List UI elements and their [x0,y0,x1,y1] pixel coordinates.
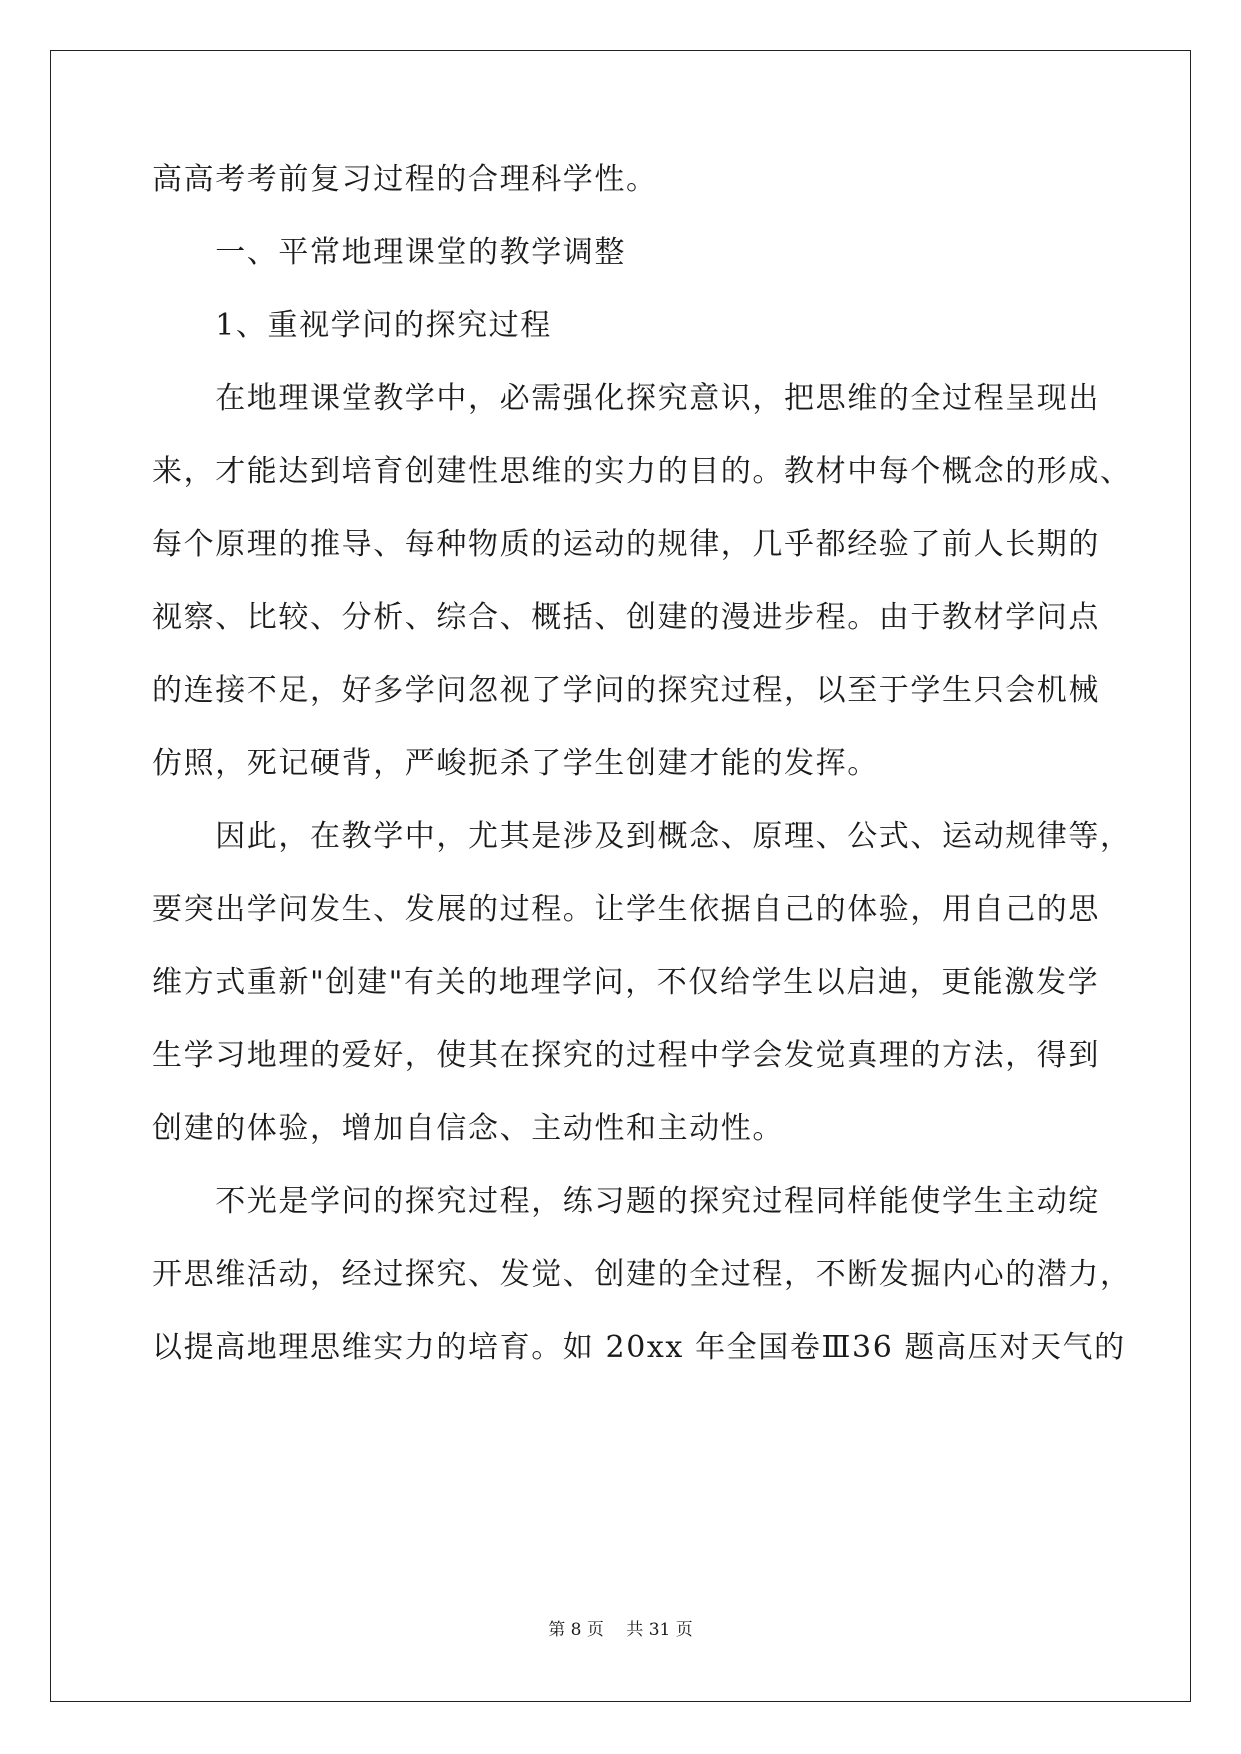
text-line: 维方式重新"创建"有关的地理学问，不仅给学生以启迪，更能激发学 [152,965,1100,1000]
text-line: 要突出学问发生、发展的过程。让学生依据自己的体验，用自己的思 [152,892,1100,927]
text-line: 不光是学问的探究过程，练习题的探究过程同样能使学生主动绽 [152,1184,1100,1219]
text-line: 来，才能达到培育创建性思维的实力的目的。教材中每个概念的形成、 [152,454,1132,489]
text-line: 的连接不足，好多学问忽视了学问的探究过程，以至于学生只会机械 [152,673,1100,708]
text-line: 一、平常地理课堂的教学调整 [152,235,626,270]
text-line: 1、重视学问的探究过程 [152,308,552,343]
text-line: 生学习地理的爱好，使其在探究的过程中学会发觉真理的方法，得到 [152,1038,1100,1073]
text-line: 在地理课堂教学中，必需强化探究意识，把思维的全过程呈现出 [152,381,1100,416]
page-number-footer: 第 8 页 共 31 页 [548,1620,693,1640]
text-line: 以提高地理思维实力的培育。如 20xx 年全国卷Ⅲ36 题高压对天气的 [152,1330,1126,1365]
text-line: 创建的体验，增加自信念、主动性和主动性。 [152,1111,784,1146]
page-border [50,50,1191,1702]
text-line: 开思维活动，经过探究、发觉、创建的全过程，不断发掘内心的潜力， [152,1257,1132,1292]
text-line: 高高考考前复习过程的合理科学性。 [152,162,658,197]
text-line: 每个原理的推导、每种物质的运动的规律，几乎都经验了前人长期的 [152,527,1100,562]
text-line: 因此，在教学中，尤其是涉及到概念、原理、公式、运动规律等， [152,819,1132,854]
text-line: 视察、比较、分析、综合、概括、创建的漫进步程。由于教材学问点 [152,600,1100,635]
text-line: 仿照，死记硬背，严峻扼杀了学生创建才能的发挥。 [152,746,879,781]
